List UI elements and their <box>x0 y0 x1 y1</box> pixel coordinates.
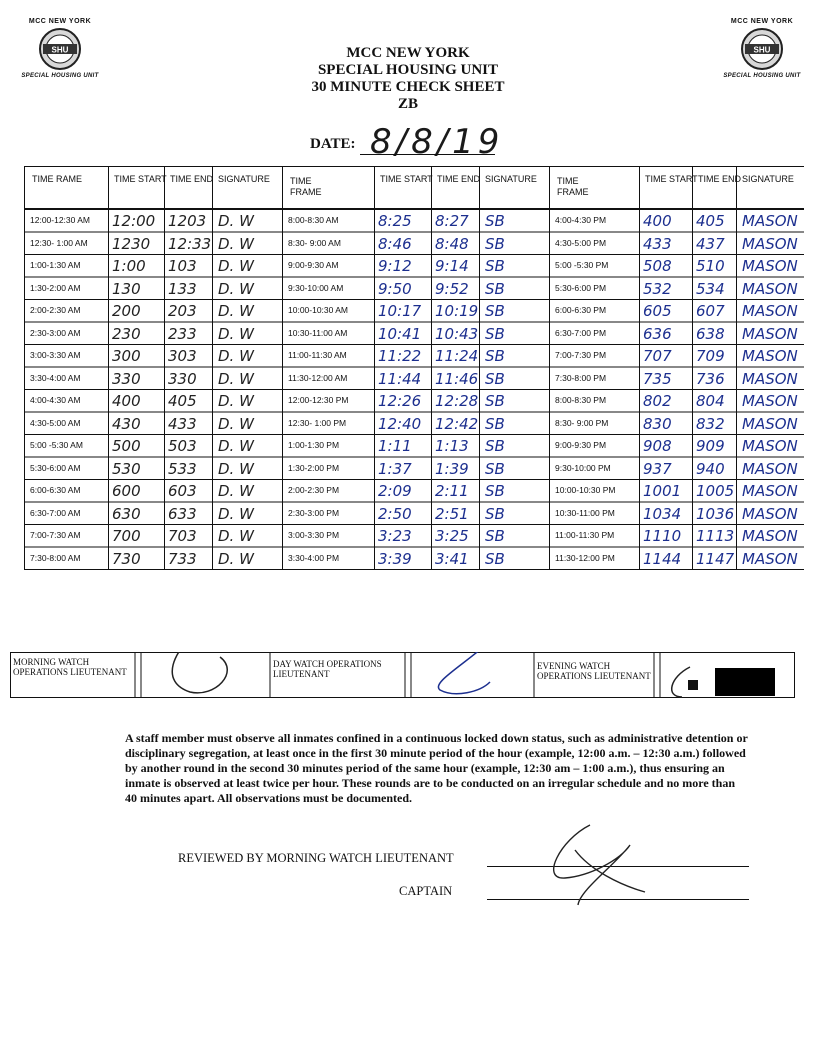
time-end-entry: 9:14 <box>435 257 469 275</box>
time-end-entry: 433 <box>168 414 197 433</box>
time-start-entry: 12:40 <box>378 414 422 433</box>
time-end-entry: 940 <box>696 459 725 478</box>
time-start-entry: 10:17 <box>378 302 422 320</box>
header-line-1: MCC NEW YORK <box>346 45 470 61</box>
time-frame-cell: 7:00-7:30 AM <box>30 530 81 540</box>
time-frame-cell: 4:30-5:00 PM <box>555 237 607 248</box>
time-end-entry: 3:41 <box>435 549 469 568</box>
time-start-entry: 707 <box>643 347 672 365</box>
signature-entry: MASON <box>742 527 798 545</box>
signature-entry: SB <box>485 437 505 455</box>
time-end-entry: 12:42 <box>435 414 479 433</box>
signature-entry: SB <box>485 392 505 410</box>
time-end-entry: 11:24 <box>435 347 479 365</box>
time-frame-cell: 8:30- 9:00 PM <box>555 417 609 428</box>
time-start-entry: 1230 <box>112 234 151 253</box>
time-start-entry: 730 <box>112 549 141 568</box>
signature-entry: D. W <box>218 234 254 253</box>
time-frame-cell: 3:30-4:00 AM <box>30 372 81 383</box>
time-start-entry: 2:50 <box>378 504 412 523</box>
signature-entry: D. W <box>218 212 254 230</box>
check-grid <box>24 166 804 622</box>
time-frame-cell: 8:30- 9:00 AM <box>288 237 341 248</box>
time-frame-cell: 10:30-11:00 PM <box>555 507 615 518</box>
time-frame-cell: 5:00 -5:30 AM <box>30 440 83 450</box>
evening-watch-label: EVENING WATCH OPERATIONS LIEUTENANT <box>537 661 651 681</box>
header-time-start: TIME START <box>380 174 433 184</box>
signature-entry: MASON <box>742 347 798 365</box>
time-start-entry: 11:22 <box>378 347 422 365</box>
time-start-entry: 2:09 <box>378 482 412 500</box>
signature-entry: MASON <box>742 234 798 253</box>
signature-entry: SB <box>485 504 505 523</box>
signature-entry: D. W <box>218 347 254 365</box>
signature-entry: D. W <box>218 459 254 478</box>
time-end-entry: 10:19 <box>435 302 479 320</box>
svg-text:SHU: SHU <box>753 45 771 55</box>
time-end-entry: 607 <box>696 302 725 320</box>
time-end-entry: 10:43 <box>435 324 479 343</box>
signature-entry: MASON <box>742 324 798 343</box>
date-value: 8/8/19 <box>370 122 504 162</box>
signature-entry: SB <box>485 212 505 230</box>
time-frame-cell: 8:00-8:30 AM <box>288 215 339 225</box>
time-frame-cell: 7:30-8:00 PM <box>555 372 607 383</box>
header-time-frame: TIME FRAME <box>557 176 589 197</box>
signature-entry: MASON <box>742 482 798 500</box>
time-frame-cell: 11:30-12:00 AM <box>288 372 348 383</box>
time-frame-cell: 11:00-11:30 AM <box>288 350 347 360</box>
signature-entry: MASON <box>742 459 798 478</box>
time-end-entry: 709 <box>696 347 725 365</box>
time-start-entry: 400 <box>643 212 672 230</box>
time-end-entry: 3:25 <box>435 527 469 545</box>
time-end-entry: 1:13 <box>435 437 469 455</box>
time-end-entry: 12:28 <box>435 392 479 410</box>
time-frame-cell: 10:00-10:30 PM <box>555 485 616 495</box>
time-end-entry: 8:27 <box>435 212 469 230</box>
time-end-entry: 437 <box>696 234 725 253</box>
time-frame-cell: 12:30- 1:00 AM <box>30 237 88 248</box>
signature-entry: D. W <box>218 414 254 433</box>
time-start-entry: 12:26 <box>378 392 422 410</box>
time-start-entry: 200 <box>112 302 141 320</box>
signature-entry: SB <box>485 414 505 433</box>
header-time-frame: TIME RAME <box>32 174 83 184</box>
time-end-entry: 503 <box>168 437 197 455</box>
time-end-entry: 1203 <box>168 212 207 230</box>
time-start-entry: 636 <box>643 324 672 343</box>
time-start-entry: 1001 <box>643 482 682 500</box>
time-start-entry: 9:50 <box>378 279 412 298</box>
signature-entry: D. W <box>218 279 254 298</box>
time-start-entry: 430 <box>112 414 141 433</box>
time-frame-cell: 2:30-3:00 PM <box>288 507 340 518</box>
signature-entry: D. W <box>218 392 254 410</box>
time-end-entry: 9:52 <box>435 279 469 298</box>
header-line-4: ZB <box>397 96 418 112</box>
signature-entry: MASON <box>742 437 798 455</box>
time-end-entry: 703 <box>168 527 197 545</box>
time-start-entry: 1:11 <box>378 437 412 455</box>
time-frame-cell: 5:30-6:00 PM <box>555 282 607 293</box>
time-start-entry: 330 <box>112 369 141 388</box>
time-frame-cell: 12:00-12:30 PM <box>288 395 349 405</box>
time-end-entry: 832 <box>696 414 725 433</box>
time-frame-cell: 1:30-2:00 PM <box>288 462 340 473</box>
time-frame-cell: 6:30-7:00 PM <box>555 327 607 338</box>
time-start-entry: 1:00 <box>112 257 146 275</box>
time-end-entry: 12:33 <box>168 234 212 253</box>
signature-entry: D. W <box>218 324 254 343</box>
time-frame-cell: 4:30-5:00 AM <box>30 417 81 428</box>
signature-entry: SB <box>485 527 505 545</box>
time-end-entry: 2:51 <box>435 504 469 523</box>
signature-entry: SB <box>485 459 505 478</box>
time-frame-cell: 9:30-10:00 AM <box>288 282 344 293</box>
time-frame-cell: 12:00-12:30 AM <box>30 215 91 225</box>
time-end-entry: 533 <box>168 459 197 478</box>
date-label: DATE: <box>310 136 356 152</box>
svg-text:SHU: SHU <box>51 45 69 55</box>
signature-entry: SB <box>485 234 505 253</box>
signature-entry: SB <box>485 482 505 500</box>
time-end-entry: 1:39 <box>435 459 469 478</box>
time-start-entry: 1:37 <box>378 459 412 478</box>
time-end-entry: 510 <box>696 257 725 275</box>
signature-entry: MASON <box>742 369 798 388</box>
time-end-entry: 1113 <box>696 527 735 545</box>
time-start-entry: 3:39 <box>378 549 412 568</box>
signature-entry: MASON <box>742 549 798 568</box>
time-end-entry: 1036 <box>696 504 735 523</box>
time-end-entry: 2:11 <box>435 482 469 500</box>
time-start-entry: 735 <box>643 369 672 388</box>
signature-entry: SB <box>485 302 505 320</box>
time-frame-cell: 1:30-2:00 AM <box>30 282 81 293</box>
time-frame-cell: 1:00-1:30 AM <box>30 260 81 270</box>
header-signature: SIGNATURE <box>742 174 794 184</box>
time-start-entry: 10:41 <box>378 324 422 343</box>
signature-entry: MASON <box>742 392 798 410</box>
time-frame-cell: 2:00-2:30 AM <box>30 305 81 315</box>
time-end-entry: 1147 <box>696 549 735 568</box>
signature-entry: SB <box>485 369 505 388</box>
time-start-entry: 433 <box>643 234 672 253</box>
logo-bottom-text: SPECIAL HOUSING UNIT <box>723 73 801 79</box>
signature-entry: D. W <box>218 527 254 545</box>
time-start-entry: 908 <box>643 437 672 455</box>
time-start-entry: 500 <box>112 437 141 455</box>
time-end-entry: 233 <box>168 324 197 343</box>
time-frame-cell: 11:30-12:00 PM <box>555 552 615 563</box>
time-end-entry: 909 <box>696 437 725 455</box>
time-end-entry: 330 <box>168 369 197 388</box>
time-end-entry: 736 <box>696 369 725 388</box>
signature-entry: MASON <box>742 279 798 298</box>
time-frame-cell: 6:30-7:00 AM <box>30 507 81 518</box>
header-line-2: SPECIAL HOUSING UNIT <box>317 62 499 78</box>
time-start-entry: 8:46 <box>378 234 412 253</box>
time-start-entry: 3:23 <box>378 527 412 545</box>
time-frame-cell: 10:30-11:00 AM <box>288 327 348 338</box>
signature-entry: SB <box>485 324 505 343</box>
time-start-entry: 605 <box>643 302 672 320</box>
signature-entry: SB <box>485 549 505 568</box>
time-frame-cell: 2:00-2:30 PM <box>288 485 340 495</box>
signature-entry: D. W <box>218 549 254 568</box>
time-frame-cell: 3:00-3:30 PM <box>288 530 340 540</box>
time-frame-cell: 6:00-6:30 AM <box>30 485 81 495</box>
time-start-entry: 130 <box>112 279 141 298</box>
time-frame-cell: 3:30-4:00 PM <box>288 552 340 563</box>
time-frame-cell: 3:00-3:30 AM <box>30 350 81 360</box>
logo-top-text: MCC NEW YORK <box>730 18 794 25</box>
time-start-entry: 700 <box>112 527 141 545</box>
time-end-entry: 8:48 <box>435 234 469 253</box>
captain-label: CAPTAIN <box>399 884 453 898</box>
time-start-entry: 830 <box>643 414 672 433</box>
time-end-entry: 638 <box>696 324 725 343</box>
signature-entry: D. W <box>218 257 254 275</box>
morning-watch-label: MORNING WATCH OPERATIONS LIEUTENANT <box>13 657 127 677</box>
header-signature: SIGNATURE <box>218 174 270 184</box>
signature-entry: SB <box>485 347 505 365</box>
time-start-entry: 12:00 <box>112 212 156 230</box>
signature-entry: MASON <box>742 302 798 320</box>
time-end-entry: 103 <box>168 257 197 275</box>
time-end-entry: 405 <box>696 212 725 230</box>
time-start-entry: 630 <box>112 504 141 523</box>
time-frame-cell: 12:30- 1:00 PM <box>288 417 347 428</box>
signature-entry: D. W <box>218 369 254 388</box>
time-start-entry: 8:25 <box>378 212 412 230</box>
time-frame-cell: 9:00-9:30 PM <box>555 440 607 450</box>
time-end-entry: 733 <box>168 549 197 568</box>
header-time-end: TIME END <box>437 174 481 184</box>
time-start-entry: 937 <box>643 459 672 478</box>
time-start-entry: 11:44 <box>378 369 422 388</box>
date-underline <box>360 154 495 155</box>
time-frame-cell: 7:30-8:00 AM <box>30 552 81 563</box>
header-time-end: TIME END <box>170 174 214 184</box>
time-frame-cell: 8:00-8:30 PM <box>555 395 607 405</box>
time-end-entry: 405 <box>168 392 197 410</box>
time-frame-cell: 9:00-9:30 AM <box>288 260 339 270</box>
signature-entry: D. W <box>218 302 254 320</box>
time-frame-cell: 5:30-6:00 AM <box>30 462 81 473</box>
time-start-entry: 230 <box>112 324 141 343</box>
time-start-entry: 600 <box>112 482 141 500</box>
signature-entry: MASON <box>742 504 798 523</box>
time-start-entry: 400 <box>112 392 141 410</box>
time-start-entry: 1144 <box>643 549 682 568</box>
time-start-entry: 300 <box>112 347 141 365</box>
header-line-3: 30 MINUTE CHECK SHEET <box>311 79 505 95</box>
signature-entry: D. W <box>218 437 254 455</box>
time-end-entry: 11:46 <box>435 369 479 388</box>
header-time-start: TIME START <box>114 174 167 184</box>
signature-entry: MASON <box>742 414 798 433</box>
time-end-entry: 633 <box>168 504 197 523</box>
reviewer-signature <box>520 820 650 910</box>
time-frame-cell: 6:00-6:30 PM <box>555 305 607 315</box>
time-frame-cell: 11:00-11:30 PM <box>555 530 615 540</box>
time-start-entry: 1034 <box>643 504 682 523</box>
time-end-entry: 133 <box>168 279 197 298</box>
logo-top-text: MCC NEW YORK <box>28 18 92 25</box>
time-end-entry: 1005 <box>696 482 735 500</box>
signature-entry: SB <box>485 279 505 298</box>
watch-signoff-row <box>10 652 795 698</box>
time-start-entry: 1110 <box>643 527 682 545</box>
signature-entry: D. W <box>218 482 254 500</box>
time-end-entry: 534 <box>696 279 725 298</box>
time-frame-cell: 1:00-1:30 PM <box>288 440 340 450</box>
header-time-frame: TIME FRAME <box>290 176 322 197</box>
time-frame-cell: 5:00 -5:30 PM <box>555 260 609 270</box>
time-start-entry: 532 <box>643 279 672 298</box>
header-signature: SIGNATURE <box>485 174 537 184</box>
logo-bottom-text: SPECIAL HOUSING UNIT <box>21 73 99 79</box>
signature-entry: D. W <box>218 504 254 523</box>
time-frame-cell: 4:00-4:30 AM <box>30 395 81 405</box>
header-time-start: TIME START <box>645 174 698 184</box>
signature-entry: MASON <box>742 212 798 230</box>
time-frame-cell: 4:00-4:30 PM <box>555 215 607 225</box>
time-end-entry: 804 <box>696 392 725 410</box>
time-start-entry: 802 <box>643 392 672 410</box>
time-start-entry: 530 <box>112 459 141 478</box>
time-end-entry: 203 <box>168 302 197 320</box>
time-frame-cell: 9:30-10:00 PM <box>555 462 611 473</box>
signature-entry: MASON <box>742 257 798 275</box>
time-end-entry: 603 <box>168 482 197 500</box>
time-start-entry: 508 <box>643 257 672 275</box>
page-header <box>0 45 816 113</box>
signature-entry: SB <box>485 257 505 275</box>
day-watch-label: DAY WATCH OPERATIONS LIEUTENANT <box>273 659 382 679</box>
time-frame-cell: 2:30-3:00 AM <box>30 327 81 338</box>
header-time-end: TIME END <box>698 174 742 184</box>
time-frame-cell: 7:00-7:30 PM <box>555 350 607 360</box>
time-frame-cell: 10:00-10:30 AM <box>288 305 349 315</box>
reviewed-by-label: REVIEWED BY MORNING WATCH LIEUTENANT <box>178 851 454 865</box>
time-start-entry: 9:12 <box>378 257 412 275</box>
observation-policy-note: A staff member must observe all inmates confined in a continuous locked down status, such as administrative detention or disciplinary segregation, at least once in the first 30 minute period of the hour (example, 12:00 a.m. – 12:30 a.m.) followed by another round in the second 30 minutes period of the same hour (example, 12:30 am – 1:00 a.m.), thus ensuring an inmate is observed at least twice per hour. These rounds are to be conducted on an irregular schedule and no more than 40 minutes apart. All observations must be documented. <box>125 731 748 805</box>
time-end-entry: 303 <box>168 347 197 365</box>
